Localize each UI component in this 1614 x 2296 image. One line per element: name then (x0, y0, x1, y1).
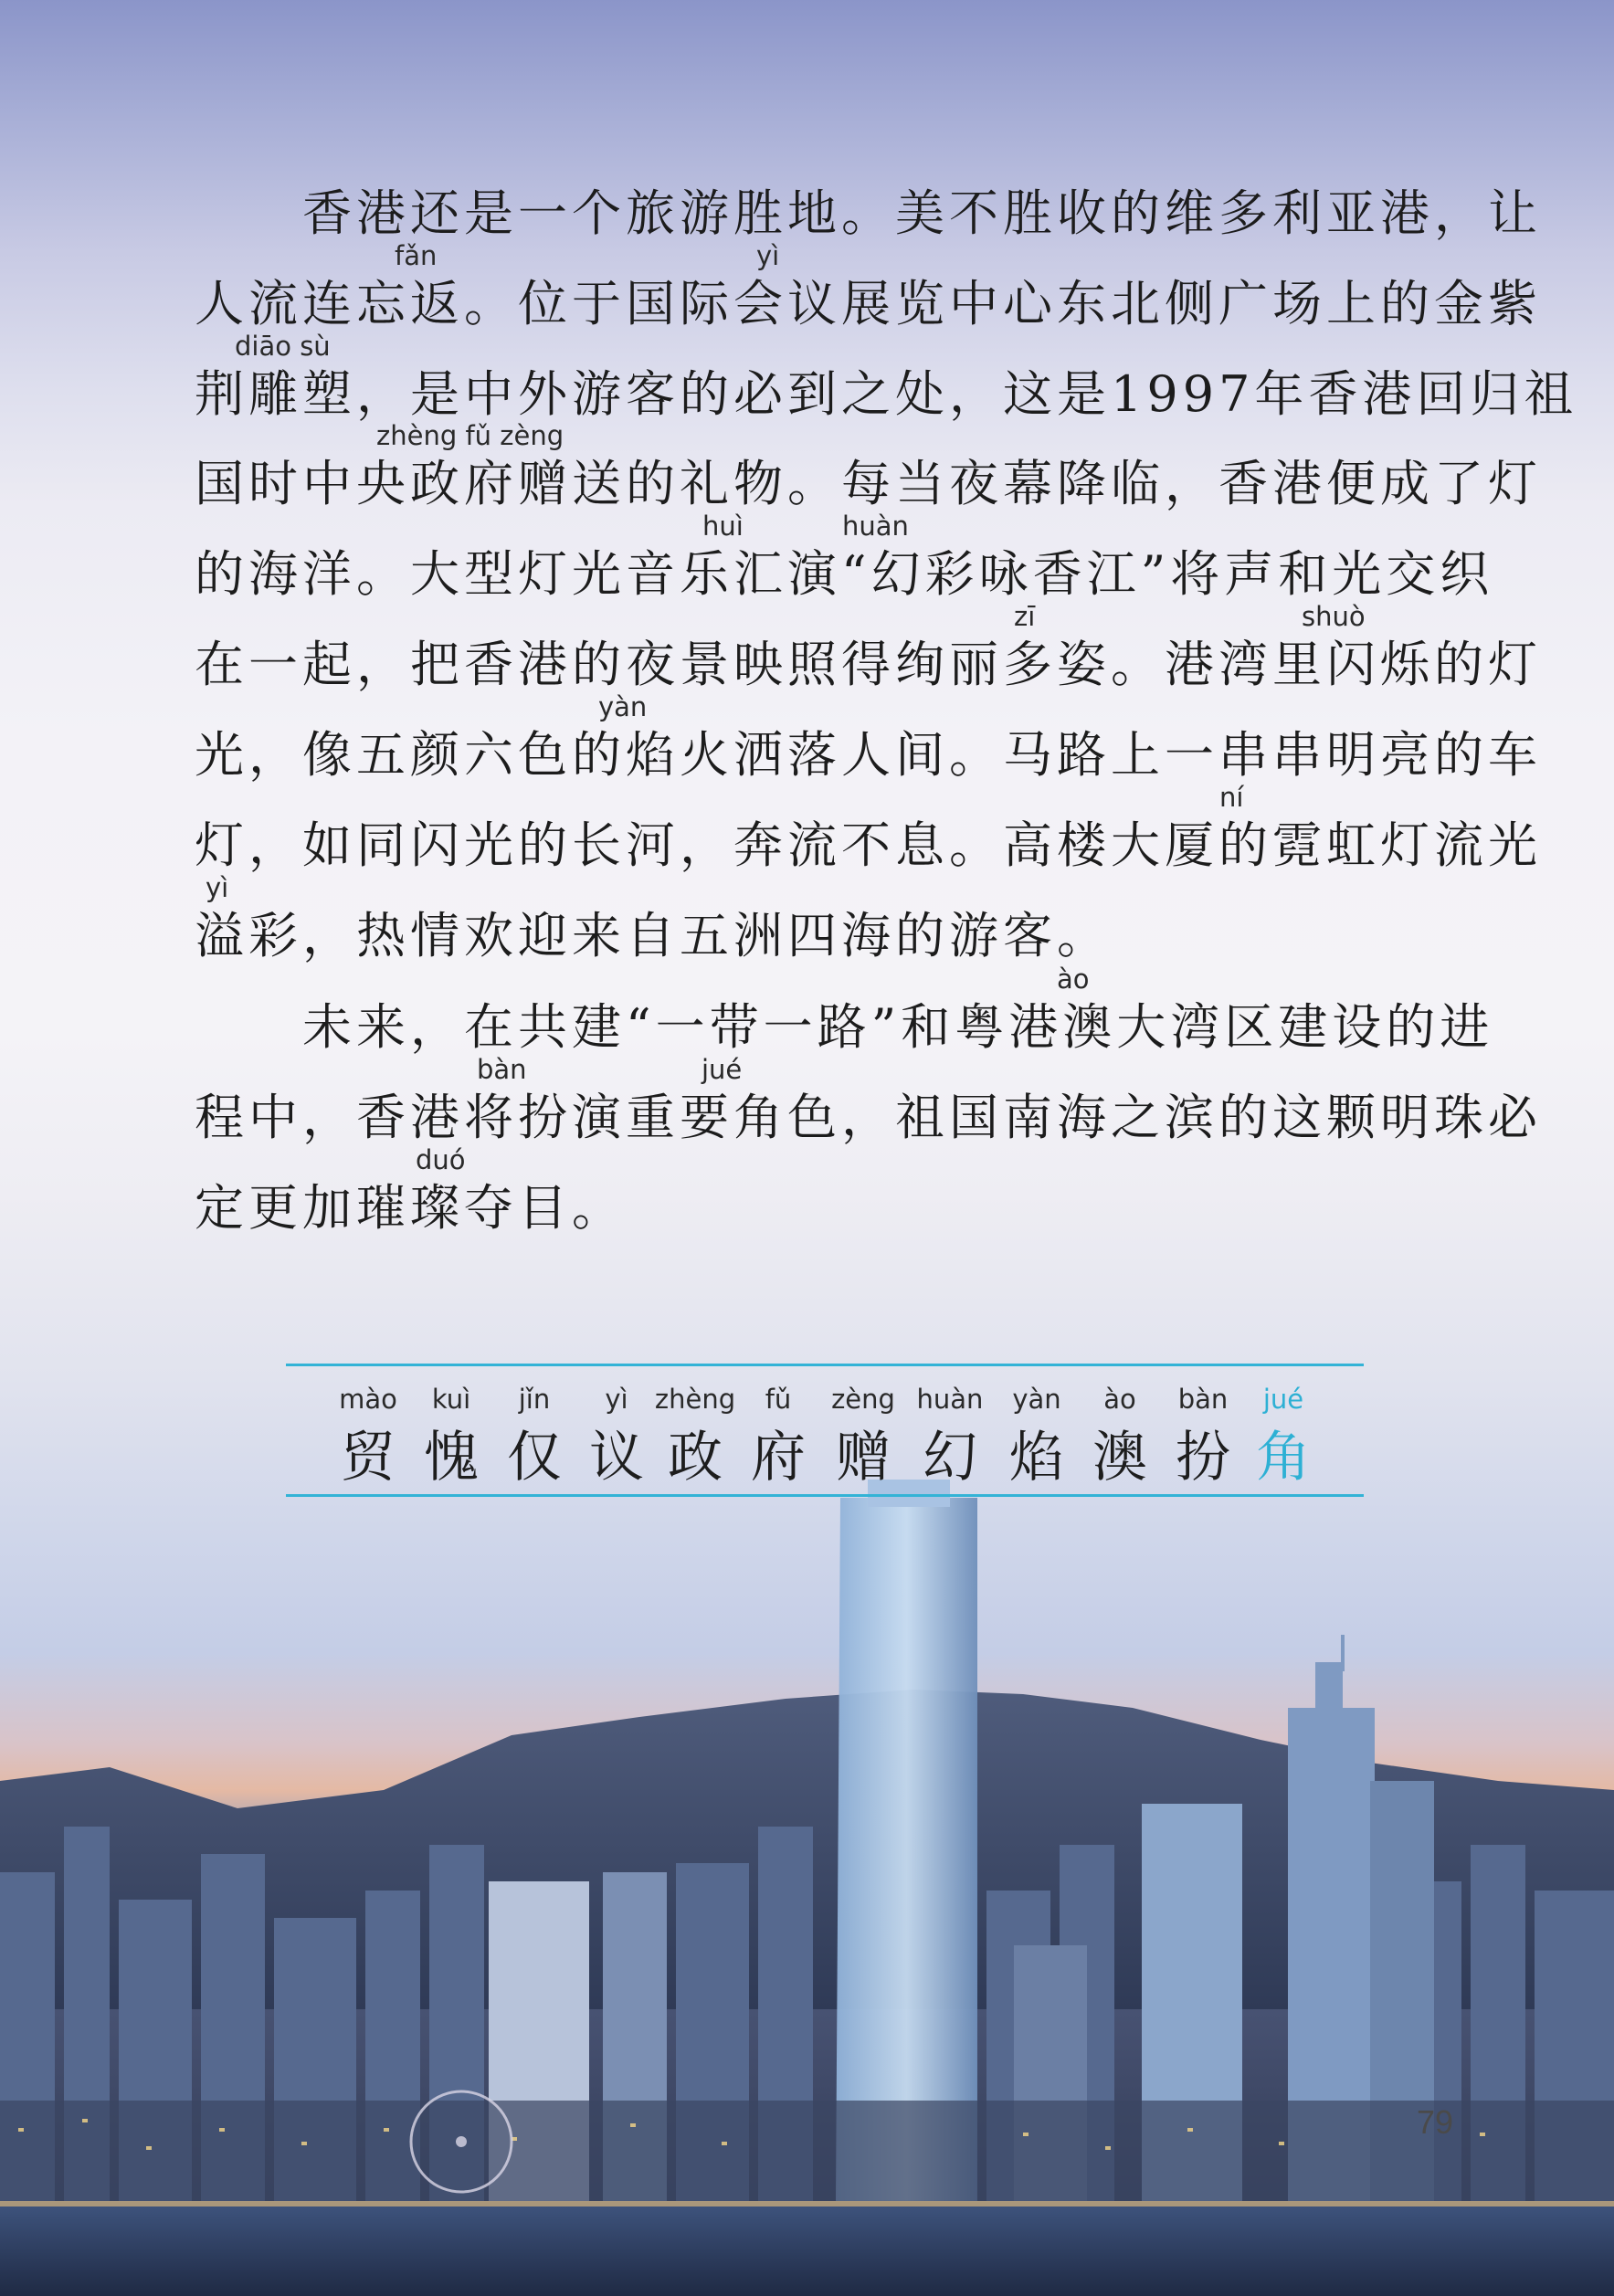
vocab-pinyin-9: yàn (1012, 1384, 1061, 1415)
vocab-bottom-rule (286, 1494, 1364, 1497)
page-number: 79 (1416, 2103, 1454, 2141)
vocab-char-5: 政 (668, 1426, 723, 1490)
vocab-pinyin-12: jué (1262, 1384, 1304, 1415)
pinyin-ni: ní (1219, 782, 1244, 813)
text-line-10: 未来，在共建“一带一路”和粤港澳大湾区建设的进 (195, 998, 1494, 1056)
vocab-pinyin-10: ào (1103, 1384, 1136, 1415)
text-line-5: 的海洋。大型灯光音乐汇演“幻彩咏香江”将声和光交织 (195, 545, 1494, 603)
pinyin-ban: bàn (477, 1054, 527, 1085)
vocab-char-1: 贸 (341, 1426, 396, 1490)
vocab-pinyin-8: huàn (916, 1384, 984, 1415)
vocab-char-9: 焰 (1009, 1426, 1064, 1490)
pinyin-huan: huàn (842, 511, 909, 542)
vocab-char-6: 府 (751, 1426, 806, 1490)
vocab-pinyin-2: kuì (431, 1384, 471, 1415)
text-line-6: 在一起，把香港的夜景映照得绚丽多姿。港湾里闪烁的灯 (195, 636, 1542, 693)
text-line-1: 香港还是一个旅游胜地。美不胜收的维多利亚港，让 (195, 184, 1542, 242)
text-line-12: 定更加璀璨夺目。 (195, 1179, 626, 1237)
pinyin-jue: jué (702, 1054, 743, 1085)
vocab-char-12: 角 (1256, 1426, 1311, 1490)
pinyin-ao: ào (1057, 964, 1090, 995)
pinyin-fan: fǎn (395, 240, 438, 271)
text-line-8: 灯，如同闪光的长河，奔流不息。高楼大厦的霓虹灯流光 (195, 816, 1542, 874)
pinyin-yi-2: yì (206, 872, 229, 903)
vocab-pinyin-4: yì (605, 1384, 628, 1415)
vocab-top-rule (286, 1364, 1364, 1366)
pinyin-zheng-fu-zeng: zhèng fǔ zèng (376, 420, 564, 451)
text-line-4: 国时中央政府赠送的礼物。每当夜幕降临，香港便成了灯 (195, 455, 1542, 512)
pinyin-shuo: shuò (1302, 601, 1366, 632)
vocab-pinyin-11: bàn (1177, 1384, 1229, 1415)
vocab-pinyin-7: zèng (831, 1384, 895, 1415)
text-line-2: 人流连忘返。位于国际会议展览中心东北侧广场上的金紫 (195, 275, 1542, 332)
pinyin-diao-su: diāo sù (235, 331, 331, 362)
pinyin-hui: huì (702, 511, 744, 542)
vocab-char-7: 赠 (836, 1426, 891, 1490)
vocab-char-8: 幻 (923, 1426, 977, 1490)
vocab-char-11: 扮 (1176, 1426, 1230, 1490)
pinyin-zi: zī (1014, 601, 1036, 632)
text-line-11: 程中，香港将扮演重要角色，祖国南海之滨的这颗明珠必 (195, 1089, 1542, 1146)
text-line-9: 溢彩，热情欢迎来自五洲四海的游客。 (195, 907, 1111, 964)
pinyin-duo: duó (416, 1144, 466, 1175)
vocab-pinyin-3: jǐn (518, 1384, 551, 1415)
vocab-pinyin-6: fǔ (765, 1384, 792, 1415)
vocab-char-4: 议 (589, 1426, 644, 1490)
vocab-char-3: 仅 (507, 1426, 562, 1490)
vocab-char-10: 澳 (1092, 1426, 1147, 1490)
text-line-7: 光，像五颜六色的焰火洒落人间。马路上一串串明亮的车 (195, 726, 1542, 784)
vocab-char-2: 愧 (424, 1426, 479, 1490)
pinyin-yan: yàn (598, 691, 648, 722)
vocab-pinyin-1: mào (339, 1384, 397, 1415)
vocab-pinyin-5: zhèng (654, 1384, 736, 1415)
pinyin-yi-1: yì (756, 240, 780, 271)
text-line-3: 荆雕塑，是中外游客的必到之处，这是1997年香港回归祖 (195, 365, 1578, 423)
